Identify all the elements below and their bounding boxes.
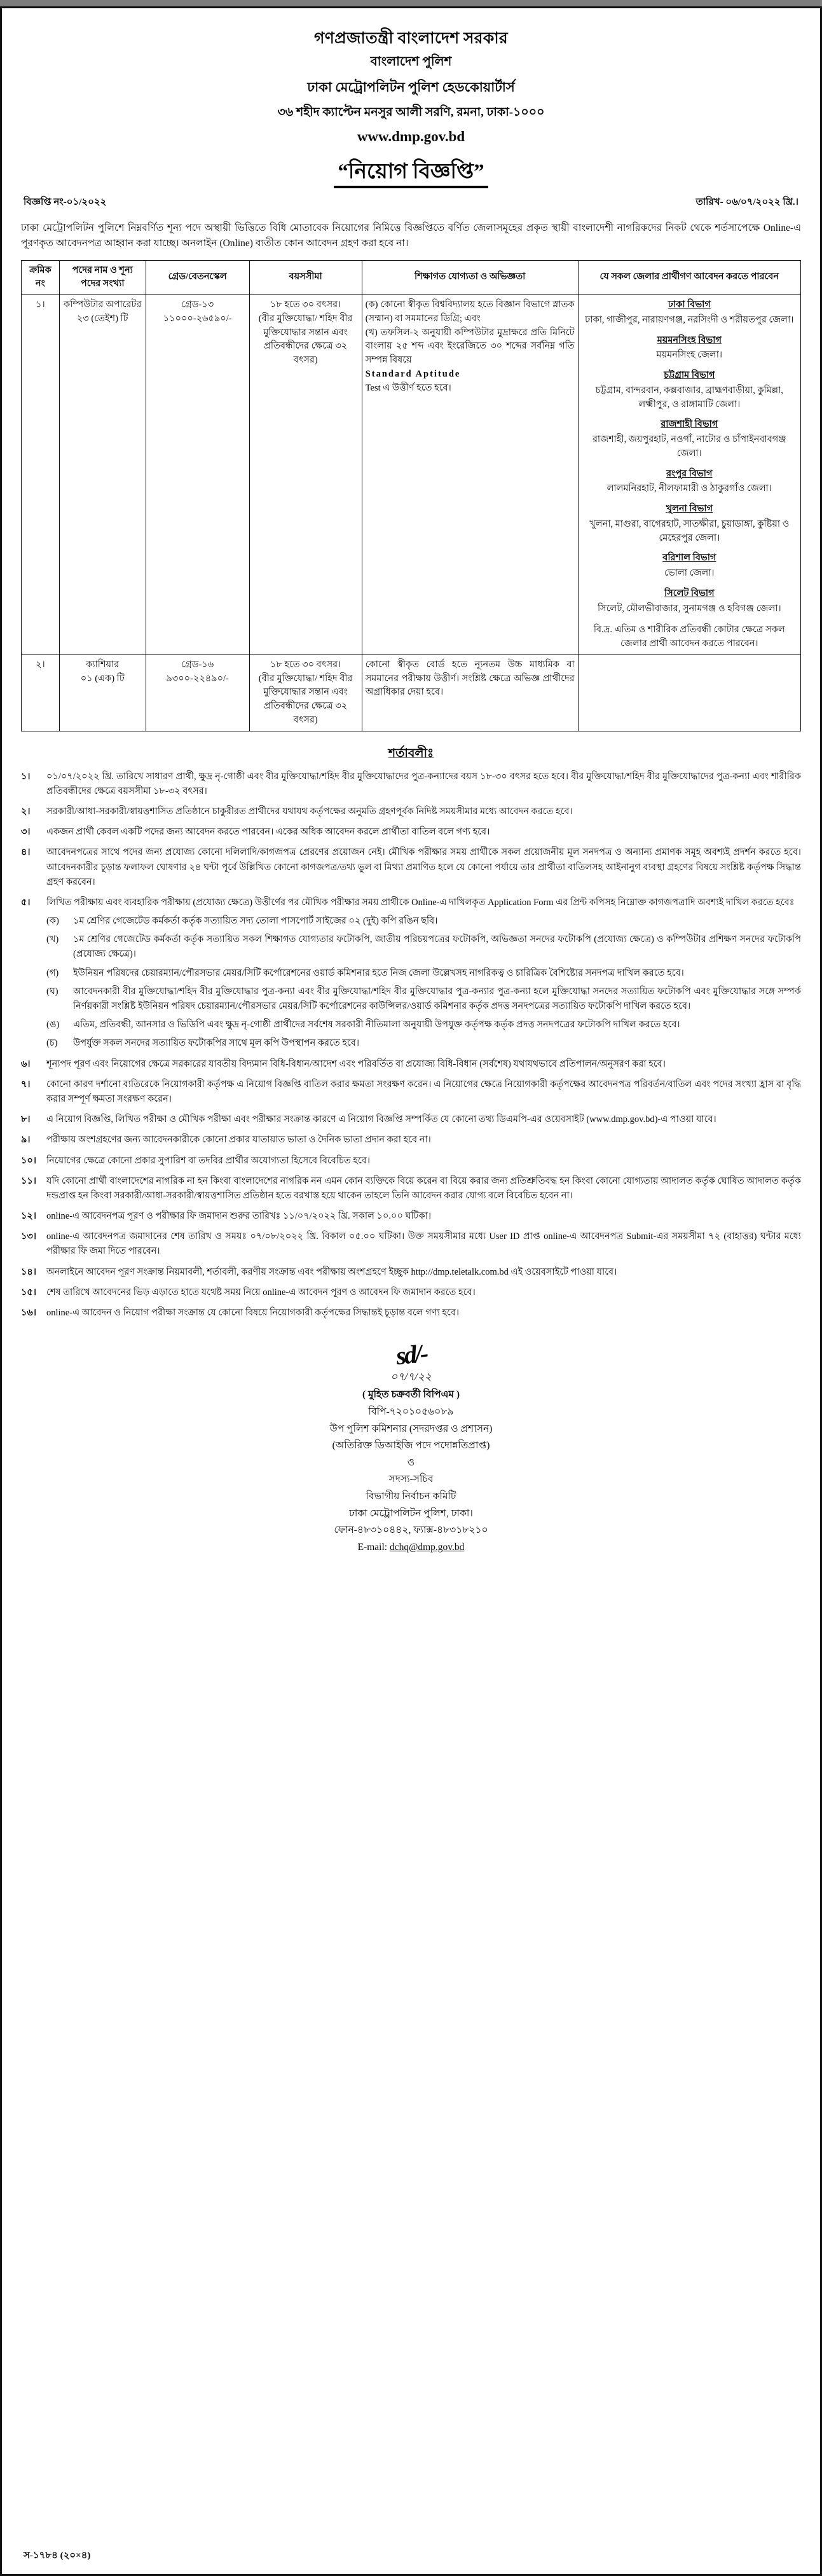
condition-number: ১৩। xyxy=(21,1231,37,1242)
division-name: বরিশাল বিভাগ xyxy=(662,553,716,564)
division-name: চট্টগ্রাম বিভাগ xyxy=(664,370,715,381)
condition-text: শূন্যপদ পূরণ এবং নিয়োগের ক্ষেত্রে সরকারের যাবতীয় বিদ্যমান বিধি-বিধান/আদেশ এবং পরিবর্তিত বা প্রযোজ্য বিধি-বিধান (সর্বশেষ) যথাযথভাবে প্রতিপালন/অনুসরণ করা হবে। xyxy=(46,1058,666,1069)
cell-education xyxy=(362,654,578,731)
edu-point-a: কোনো স্বীকৃত বোর্ড হতে ন্যূনতম উচ্চ মাধ্যমিক বা সমমানের পরীক্ষায় উত্তীর্ণ। সংশ্লিষ্ট ক্ষেত্রে অভিজ্ঞ প্রার্থীদের অগ্রাধিকার দেয়া হবে। xyxy=(365,659,575,698)
selection-committee: বিভাগীয় নির্বাচন কমিটি xyxy=(366,1491,456,1502)
division-districts: খুলনা, মাগুরা, বাগেরহাট, সাতক্ষীরা, চুয়াডাঙ্গা, কুষ্টিয়া ও মেহেরপুর জেলা। xyxy=(589,518,790,543)
condition-number: ১১। xyxy=(21,1175,37,1186)
sub-text: উপর্যুক্ত সকল সনদের সত্যায়িত ফটোকপির সাথে মূল কপি উপস্থাপন করতে হবে। xyxy=(73,1038,360,1049)
sub-text: ইউনিয়ন পরিষদের চেয়ারম্যান/পৌরসভার মেয়র/সিটি কর্পোরেশনের ওয়ার্ড কমিশনার হতে নিজ জেলা উল্লেখসহ নাগরিকত্ব ও চারিত্রিক বৈশিষ্ট্যের সনদপত্র দাখিল করতে হবে। xyxy=(73,967,684,978)
table-row xyxy=(22,295,801,655)
condition-number: ৭। xyxy=(21,1079,31,1090)
condition-number: ১। xyxy=(21,771,31,782)
edu-point-b: (খ) তফসিল-২ অনুযায়ী কম্পিউটার মুদ্রাক্ষরে প্রতি মিনিটে বাংলায় ২৫ শব্দ এবং ইংরেজিতে ৩০ শব্দের সর্বনিম্ন গতি সম্পন্ন বিষয়ে xyxy=(365,327,575,366)
handwritten-signature: sd/- xyxy=(394,1338,428,1371)
salary-scale: ৯৩০০-২২৪৯০/- xyxy=(166,673,229,684)
condition-text: আবেদনপত্রের সাথে পদের জন্য প্রযোজ্য কোনো দলিলাদি/কাগজপত্র প্রেরণের প্রয়োজন নেই। মৌখিক পরীক্ষার সময় প্রার্থীকে সকল প্রয়োজনীয় মূল সনদপত্র ও অন্যান্য প্রমাণক সমূহ অবশ্যই প্রদর্শন করতে হবে। আবেদনকারীর চূড়ান্ত ফলাফল ঘোষণার ২৪ ঘন্টা পূর্বে উল্লিখিত কোনো কাগজপত্র/তথ্য ভুল বা মিথ্যা প্রমাণিত হলে যে কোনো পর্যায়ে তার প্রার্থীতা বাতিলসহ আইনানুগ ব্যবস্থা গ্রহণের বিষয়ে সংশ্লিষ্ট কর্তৃপক্ষ সিদ্ধান্ত গ্রহণ করবেন। xyxy=(46,847,801,887)
condition-text: অনলাইনে আবেদন পূরণ সংক্রান্ত নিয়মাবলী, শর্তাবলী, করণীয় সংক্রান্ত এবং পরীক্ষায় অংশগ্রহণে ইচ্ছুক http://dmp.teletalk.com.bd এই ওয়েবসাইটে পাওয়া যাবে। xyxy=(46,1266,617,1277)
condition-item xyxy=(21,896,801,1051)
intro-paragraph: ঢাকা মেট্রোপলিটন পুলিশে নিম্নবর্ণিত শূন্য পদে অস্থায়ী ভিত্তিতে বিধি মোতাবেক নিয়োগের নিমিত্তে বিজ্ঞপ্তিতে বর্ণিত জেলাসমূহের প্রকৃত স্থায়ী বাংলাদেশী নাগরিকদের নিকট থেকে শর্তসাপেক্ষে Online-এ পূরণকৃত আবেদনপত্র আহ্বান করা যাচ্ছে। অনলাইন (Online) ব্যতীত কোন আবেদন গ্রহণ করা হবে না। xyxy=(21,222,801,249)
division-districts: ঢাকা, গাজীপুর, নারায়ণগঞ্জ, নরসিংদী ও শরীয়তপুর জেলা। xyxy=(585,314,794,325)
cell-serial: ১। xyxy=(22,295,60,655)
condition-text: একজন প্রার্থী কেবল একটি পদের জন্য আবেদন করতে পারবেন। একের অধিক আবেদন করলে প্রার্থীতা বাতিল বলে গণ্য হবে। xyxy=(46,827,490,838)
salary-scale: ১১০০০-২৬৫৯০/- xyxy=(163,313,232,324)
condition-number: ৪। xyxy=(21,847,31,858)
post-count: ০১ (এক) টি xyxy=(80,673,125,684)
cell-grade xyxy=(146,654,249,731)
condition-text: online-এ আবেদনপত্র পূরণ ও পরীক্ষার ফি জমাদান শুরুর তারিখঃ ১১/০৭/২০২২ খ্রি. সকাল ১০.০০ ঘটিকা। xyxy=(46,1211,432,1222)
age-note: (বীর মুক্তিযোদ্ধা/ শহিদ বীর মুক্তিযোদ্ধার সন্তান এবং প্রতিবন্ধীদের ক্ষেত্রে ৩২ বৎসর) xyxy=(258,673,353,725)
condition-item xyxy=(21,770,801,799)
condition-number: ৩। xyxy=(21,827,31,838)
contact-phone-fax: ফোন-৪৮৩১০৪৪২, ফ্যাক্স-৪৮৩১৮২১০ xyxy=(334,1525,488,1536)
condition-number: ১২। xyxy=(21,1211,37,1222)
website-url: www.dmp.gov.bd xyxy=(357,128,465,145)
division-name: রংপুর বিভাগ xyxy=(666,468,713,479)
sub-text: এতিম, প্রতিবন্ধী, আনসার ও ভিডিপি এবং ক্ষুদ্র নৃ-গোষ্ঠী প্রার্থীদের সর্বশেষ সরকারী নীতিমালা অনুযায়ী উপযুক্ত কর্তৃপক্ষ কর্তৃক প্রদত্ত সনদপত্রের ফটোকপি দাখিল করতে হবে। xyxy=(73,1020,680,1030)
govt-name: গণপ্রজাতন্ত্রী বাংলাদেশ সরকার xyxy=(314,30,508,47)
condition-number: ১০। xyxy=(21,1155,37,1166)
sub-condition xyxy=(46,985,801,1014)
division-districts: চট্টগ্রাম, বান্দরবান, কক্সবাজার, ব্রাহ্মণবাড়ীয়া, কুমিল্লা, লক্ষ্মীপুর, ও রাঙ্গামাটি জেলা। xyxy=(595,385,783,410)
condition-text: নিয়োগের ক্ষেত্রে কোনো প্রকার সুপারিশ বা তদবির প্রার্থীর অযোগ্যতা হিসেবে বিবেচিত হবে। xyxy=(46,1155,371,1166)
signatory-bp-number: বিপি-৭২০১০৫৬০৮৯ xyxy=(368,1406,454,1417)
cell-education xyxy=(362,295,578,655)
condition-number: ৫। xyxy=(21,897,31,908)
division-districts: সিলেট, মৌলভীবাজার, সুনামগঞ্জ ও হবিগঞ্জ জেলা। xyxy=(597,603,781,614)
conditions-heading: শর্তাবলীঃ xyxy=(388,746,434,760)
division-districts: ময়মনসিংহ জেলা। xyxy=(656,350,723,361)
condition-number: ৯। xyxy=(21,1135,31,1146)
division-name: সিলেট বিভাগ xyxy=(664,588,715,599)
post-count: ২৩ (তেইশ) টি xyxy=(76,313,128,324)
division-districts: ভোলা জেলা। xyxy=(664,568,715,579)
sub-text: ১ম শ্রেণির গেজেটেড কর্মকর্তা কর্তৃক সত্যায়িত সদ্য তোলা পাসপোর্ট সাইজের ০২ (দুই) কপি রঙিন ছবি। xyxy=(73,916,438,927)
post-name: ক্যাশিয়ার xyxy=(86,659,120,670)
signatory-name: ( মুহিত চক্রবর্তী বিপিএম ) xyxy=(362,1389,460,1401)
signatory-promotion-note: (অতিরিক্ত ডিআইজি পদে পদোন্নতিপ্রাপ্ত) xyxy=(332,1440,490,1451)
condition-text: online-এ আবেদন ও নিয়োগ পরীক্ষা সংক্রান্ত যে কোনো বিষয়ে নিয়োগকারী কর্তৃপক্ষের সিদ্ধান্তই চূড়ান্ত বলে গণ্য হবে। xyxy=(46,1308,460,1319)
print-reference: স-১৭৮৪ (২০×৪) xyxy=(24,2551,91,2561)
th-serial: ক্রমিক নং xyxy=(22,260,60,295)
th-grade-scale: গ্রেড/বেতনস্কেল xyxy=(146,260,249,295)
contact-email-row xyxy=(21,1539,801,1556)
condition-text: কোনো কারণ দর্শানো ব্যতিরেকে নিয়োগকারী কর্তৃপক্ষ এ নিয়োগ বিজ্ঞপ্তি বাতিল করার ক্ষমতা সংরক্ষণ করেন। এ নিয়োগের ক্ষেত্রে নিয়োগকারী কর্তৃপক্ষের আবেদনপত্র পরিবর্তন/বাতিল এবং পদের সংখ্যা হ্রাস বা বৃদ্ধি করার সম্পূর্ণ ক্ষমতা সংরক্ষণ করেন। xyxy=(46,1079,801,1104)
condition-text: ০১/০৭/২০২২ খ্রি. তারিখে সাধারণ প্রার্থী, ক্ষুদ্র নৃ-গোষ্ঠী এবং বীর মুক্তিযোদ্ধা/শহিদ বীর মুক্তিযোদ্ধাদের পুত্র-কন্যাদের বয়স ১৮-৩০ বৎসর হতে হবে। বীর মুক্তিযোদ্ধা/শহিদ বীর মুক্তিযোদ্ধাদের পুত্র-কন্যা এবং শারীরিক প্রতিবন্ধীদের ক্ষেত্রে বয়সসীমা ১৮-৩২ বৎসর। xyxy=(46,771,801,796)
condition-text: এ নিয়োগ বিজ্ঞপ্তি, লিখিত পরীক্ষা ও মৌখিক পরীক্ষা এবং পরীক্ষার সংক্রান্ত কারণে এ নিয়োগ বিজ্ঞপ্তি সম্পর্কিত যে কোনো তথ্য ডিএমপি-এর ওয়েবসাইট (www.dmp.gov.bd)-এ পাওয়া যাবে। xyxy=(46,1114,716,1125)
signature-conjunction: ও xyxy=(407,1457,415,1468)
sub-marker: (ঘ) xyxy=(46,986,58,997)
table-header-row xyxy=(22,260,801,295)
sub-text: ১ম শ্রেণির গেজেটেড কর্মকর্তা কর্তৃক সত্যায়িত সকল শিক্ষাগত যোগ্যতার ফটোকপি, জাতীয় পরিচয়পত্রের ফটোকপি, অভিজ্ঞতা সনদের ফটোকপি (প্রযোজ্য ক্ষেত্রে) ও কম্পিউটার প্রশিক্ষণ সনদের ফটোকপি (প্রযোজ্য ক্ষেত্রে)। xyxy=(73,934,801,960)
condition-text: পরীক্ষায় অংশগ্রহণের জন্য আবেদনকারীকে কোনো প্রকার যাতায়াত ভাতা ও দৈনিক ভাতা প্রদান করা হবে না। xyxy=(46,1135,431,1146)
signatory-designation: উপ পুলিশ কমিশনার (সদরদপ্তর ও প্রশাসন) xyxy=(329,1423,493,1434)
th-districts: যে সকল জেলার প্রার্থীগণ আবেদন করতে পারবেন xyxy=(578,260,800,295)
age-range: ১৮ হতে ৩০ বৎসর। xyxy=(270,659,341,670)
cell-serial: ২। xyxy=(22,654,60,731)
division-name: খুলনা বিভাগ xyxy=(666,504,713,515)
condition-number: ৮। xyxy=(21,1114,31,1125)
signature-block xyxy=(21,1338,801,1556)
sub-text: আবেদনকারী বীর মুক্তিযোদ্ধা/শহিদ বীর মুক্তিযোদ্ধার পুত্র-কন্যা এবং বীর মুক্তিযোদ্ধা/শহিদ বীর মুক্তিযোদ্ধার পুত্র-কন্যার পুত্র-কন্যা হলে মুক্তিযোদ্ধা সনদের সত্যায়িত ফটোকপি এবং মুক্তিযোদ্ধার সঙ্গে সম্পর্ক নির্ণয়কারী সংশ্লিষ্ট ইউনিয়ন পরিষদ চেয়ারম্যান/পৌরসভার মেয়র/সিটি কর্পোরেশনের কাউন্সিলর/ওয়ার্ড কমিশনার কর্তৃক প্রদত্ত সনদপত্রের সত্যায়িত ফটোকপি দাখিল করতে হবে। xyxy=(73,986,801,1012)
division-name: ঢাকা বিভাগ xyxy=(668,300,711,310)
top-gray-bar xyxy=(0,0,822,6)
conditions-list xyxy=(21,770,801,1321)
condition-item xyxy=(21,1285,801,1300)
cell-post xyxy=(59,654,146,731)
division-name: ময়মনসিংহ বিভাগ xyxy=(657,335,722,345)
condition-number: ১৫। xyxy=(21,1287,37,1298)
circular-number: বিজ্ঞপ্তি নং-০১/২০২২ xyxy=(24,197,107,207)
office-name: ঢাকা মেট্রোপলিটন পুলিশ, ঢাকা। xyxy=(349,1507,473,1519)
condition-item xyxy=(21,1209,801,1224)
sub-marker: (খ) xyxy=(46,934,59,945)
condition-number: ৬। xyxy=(21,1058,31,1069)
condition-item xyxy=(21,1229,801,1259)
vacancy-table xyxy=(21,260,801,731)
condition-text: শেষ তারিখে আবেদনের ভিড় এড়াতে হাতে যথেষ্ট সময় নিয়ে online-এ আবেদন পূরণ ও আবেদন ফি জমাদান করতে হবে। xyxy=(46,1287,476,1298)
table-row xyxy=(22,654,801,731)
cell-districts xyxy=(578,295,800,655)
post-name: কম্পিউটার অপারেটর xyxy=(64,300,142,310)
sub-marker: (গ) xyxy=(46,967,59,978)
edu-point-a: (ক) কোনো স্বীকৃত বিশ্ববিদ্যালয় হতে বিজ্ঞান বিভাগে স্নাতক (সম্মান) বা সমমানের ডিগ্রি; এবং xyxy=(365,300,575,324)
condition-item xyxy=(21,805,801,819)
sub-marker: (ঙ) xyxy=(46,1020,60,1030)
division-name: রাজশাহী বিভাগ xyxy=(661,419,718,430)
document-page xyxy=(0,6,822,2576)
district-note: বি.দ্র. এতিম ও শারীরিক প্রতিবন্ধী কোটার ক্ষেত্রে সকল জেলার প্রার্থী আবেদন করতে পারবেন। xyxy=(593,625,785,649)
division-districts: রাজশাহী, জয়পুরহাট, নওগাঁ, নাটোর ও চাঁপাইনবাবগঞ্জ জেলা। xyxy=(592,434,786,459)
grade-value: গ্রেড-১৬ xyxy=(181,659,214,670)
age-note: (বীর মুক্তিযোদ্ধা/ শহিদ বীর মুক্তিযোদ্ধার সন্তান এবং প্রতিবন্ধীদের ক্ষেত্রে ৩২ বৎসর) xyxy=(258,313,353,366)
sub-condition xyxy=(46,1036,801,1051)
sub-marker: (চ) xyxy=(46,1038,58,1049)
sub-condition xyxy=(46,932,801,962)
sub-condition xyxy=(46,1018,801,1032)
email-address[interactable]: dchq@dmp.gov.bd xyxy=(389,1542,465,1553)
police-name: বাংলাদেশ পুলিশ xyxy=(370,55,452,69)
age-range: ১৮ হতে ৩০ বৎসর। xyxy=(270,300,341,310)
th-education: শিক্ষাগত যোগ্যতা ও অভিজ্ঞতা xyxy=(362,260,578,295)
cell-age xyxy=(249,295,362,655)
division-districts: লালমনিরহাট, নীলফামারী ও ঠাকুরগাঁও জেলা। xyxy=(606,483,772,494)
circular-date: তারিখ- ০৬/০৭/২০২২ খ্রি.। xyxy=(695,197,798,207)
cell-age xyxy=(249,654,362,731)
condition-number: ২। xyxy=(21,806,31,817)
sub-condition xyxy=(46,914,801,929)
condition-intro: লিখিত পরীক্ষায় এবং ব্যবহারিক পরীক্ষায় (প্রযোজ্য ক্ষেত্রে) উত্তীর্ণের পর মৌখিক পরীক্ষার সময় প্রার্থীকে Online-এ দাখিলকৃত Application Form এর প্রিন্ট কপিসহ নিম্নোক্ত কাগজপত্রাদি অবশ্যই দাখিল করতে হবেঃ xyxy=(46,897,795,908)
condition-text: online-এ আবেদনপত্র জমাদানের শেষ তারিখ ও সময়ঃ ০৭/০৮/২০২২ খ্রি. বিকাল ০৫.০০ ঘটিকা। উক্ত সময়সীমার মধ্যে User ID প্রাপ্ত online-এ আবেদনপত্র Submit-এর সময়সীমা ৭২ (বাহাত্তর) ঘন্টার মধ্যে পরীক্ষার ফি জমা দিতে পারবেন। xyxy=(46,1231,801,1257)
condition-item xyxy=(21,825,801,840)
condition-item xyxy=(21,1057,801,1072)
condition-text xyxy=(46,896,801,1051)
title-container xyxy=(21,160,801,188)
circular-meta xyxy=(21,195,801,211)
condition-item xyxy=(21,1265,801,1280)
dmp-headquarters: ঢাকা মেট্রোপলিটন পুলিশ হেডকোয়ার্টার্স xyxy=(307,80,515,95)
page-title: “নিয়োগ বিজ্ঞপ্তি” xyxy=(334,160,488,188)
th-age-limit: বয়সসীমা xyxy=(249,260,362,295)
email-label: E-mail: xyxy=(357,1542,388,1553)
aptitude-test-label: Standard Aptitude xyxy=(365,368,461,379)
condition-item xyxy=(21,845,801,890)
cell-grade xyxy=(146,295,249,655)
th-post-name: পদের নাম ও শূন্য পদের সংখ্যা xyxy=(59,260,146,295)
condition-item xyxy=(21,1133,801,1147)
sub-condition xyxy=(46,966,801,981)
condition-item xyxy=(21,1154,801,1168)
condition-number: ১৪। xyxy=(21,1266,37,1277)
grade-value: গ্রেড-১৩ xyxy=(181,300,214,310)
cell-districts xyxy=(578,654,800,731)
document-header xyxy=(21,20,801,145)
condition-item xyxy=(21,1174,801,1203)
signature-date: ০৭/৭/২২ xyxy=(390,1371,432,1383)
condition-item xyxy=(21,1306,801,1320)
condition-number: ১৬। xyxy=(21,1308,37,1319)
cell-post xyxy=(59,295,146,655)
aptitude-test-note: Test এ উত্তীর্ণ হতে হবে। xyxy=(365,382,451,393)
condition-text: যদি কোনো প্রার্থী বাংলাদেশের নাগরিক না হন কিংবা বাংলাদেশের নাগরিক নন এমন কোন ব্যক্তিকে বিয়ে করেন বা বিয়ে করার জন্য প্রতিশ্রুতিবদ্ধ হন কিংবা কোনো যোগ্যতায় আদালত কর্তৃক ঘোষিত আদালত কর্তৃক দন্ডপ্রাপ্ত হন কিংবা সরকারী/আধা-সরকারী/স্বায়ত্তশাসিত প্রতিষ্ঠান হতে বরখাস্ত হয়ে থাকেন তাহলে তিনি আবেদন করার যোগ্য বলে বিবেচিত হবেন না। xyxy=(46,1175,801,1201)
signatory-role: সদস্য-সচিব xyxy=(388,1474,434,1485)
condition-item xyxy=(21,1077,801,1107)
condition-text: সরকারী/আধা-সরকারী/স্বায়ত্তশাসিত প্রতিষ্ঠানে চাকুরীরত প্রার্থীদের যথাযথ কর্তৃপক্ষের অনুমতি গ্রহণপূর্বক নিদিষ্ট সময়সীমার মধ্যে আবেদন করতে হবে। xyxy=(46,806,573,817)
address-line: ৩৬ শহীদ ক্যাপ্টেন মনসুর আলী সরণি, রমনা, ঢাকা-১০০০ xyxy=(277,106,545,120)
condition-item xyxy=(21,1112,801,1127)
sub-marker: (ক) xyxy=(46,916,59,927)
